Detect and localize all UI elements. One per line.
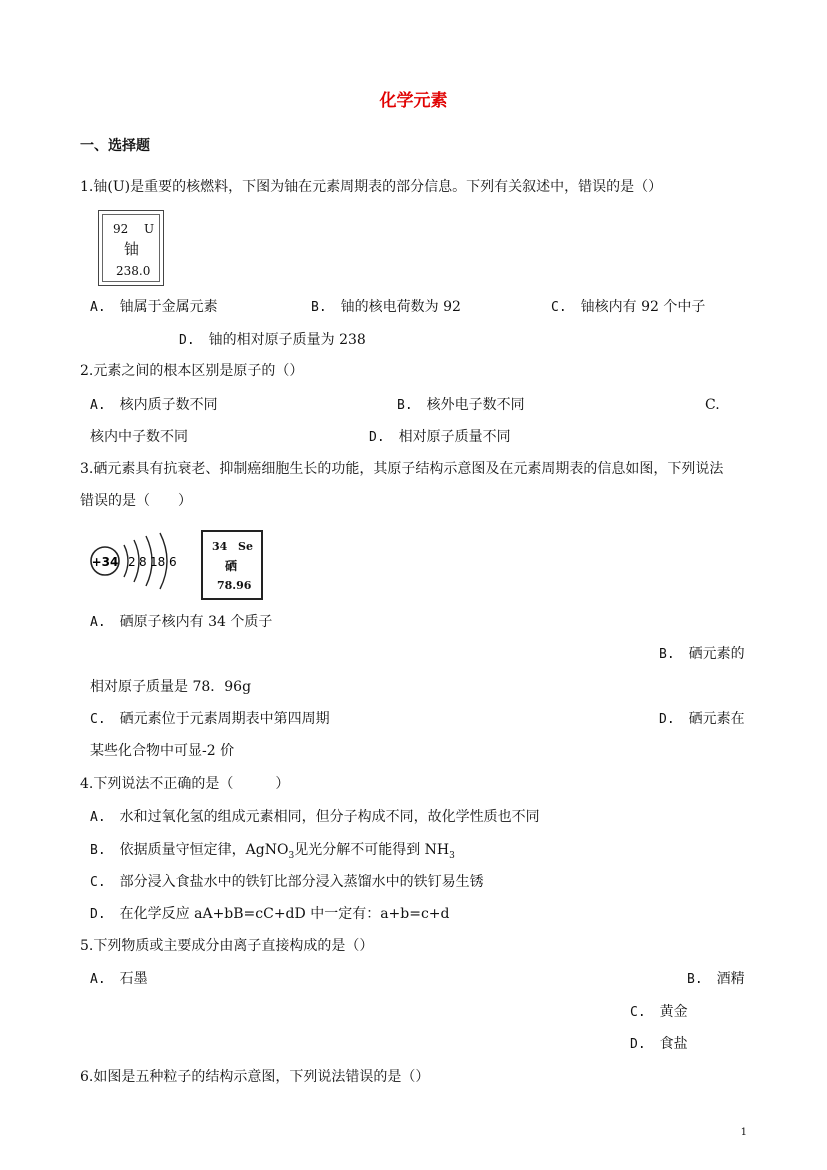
uranium-periodic-cell — [98, 210, 164, 286]
q5-option-c[interactable]: C. 黄金 — [630, 1004, 688, 1020]
page-number: 1 — [740, 1127, 747, 1138]
q2-option-a[interactable]: A. 核内质子数不同 — [90, 397, 218, 413]
selenium-nucleus-charge: +34 — [91, 555, 119, 569]
selenium-symbol: Se — [238, 540, 253, 553]
shell-2-electrons: 8 — [139, 555, 147, 569]
q2-option-b[interactable]: B. 核外电子数不同 — [397, 397, 525, 413]
q5-option-d[interactable]: D. 食盐 — [630, 1036, 688, 1052]
question-6-stem: 6.如图是五种粒子的结构示意图，下列说法错误的是（） — [80, 1069, 430, 1085]
shell-1-electrons: 2 — [128, 555, 136, 569]
q4-option-c[interactable]: C. 部分浸入食盐水中的铁钉比部分浸入蒸馏水中的铁钉易生锈 — [90, 874, 484, 890]
q3-option-c[interactable]: C. 硒元素位于元素周期表中第四周期 — [90, 711, 330, 727]
q4-option-d[interactable]: D. 在化学反应 aA+bB=cC+dD 中一定有：a+b=c+d — [90, 906, 450, 922]
page-title: 化学元素 — [379, 91, 448, 111]
q4-option-b[interactable]: B. 依据质量守恒定律，AgNO$_3$见光分解不可能得到 $NH_3$ — [90, 842, 455, 861]
selenium-atom-structure-diagram — [88, 528, 184, 592]
question-2-stem: 2.元素之间的根本区别是原子的（） — [80, 363, 304, 379]
q1-option-d[interactable]: D. 铀的相对原子质量为 238 — [179, 332, 366, 348]
uranium-name: 铀 — [124, 240, 140, 258]
q1-option-a[interactable]: A. 铀属于金属元素 — [90, 299, 218, 315]
q2-option-c-text: 核内中子数不同 — [90, 429, 188, 445]
selenium-name: 硒 — [225, 559, 238, 573]
q1-option-c[interactable]: C. 铀核内有 92 个中子 — [551, 299, 706, 315]
q4-option-a[interactable]: A. 水和过氧化氢的组成元素相同，但分子构成不同，故化学性质也不同 — [90, 809, 540, 825]
shell-3-electrons: 18 — [150, 555, 166, 569]
q3-option-b-continued: 相对原子质量是 78．96g — [90, 679, 252, 695]
question-3-stem-line2: 错误的是（ ） — [80, 493, 192, 509]
q2-option-d[interactable]: D. 相对原子质量不同 — [369, 429, 511, 445]
question-1-stem: 1.铀(U)是重要的核燃料，下图为铀在元素周期表的部分信息。下列有关叙述中，错误的是（） — [80, 179, 663, 195]
q5-option-a[interactable]: A. 石墨 — [90, 971, 148, 987]
selenium-atomic-number: 34 — [212, 540, 228, 553]
q5-option-b[interactable]: B. 酒精 — [687, 971, 745, 987]
question-5-stem: 5.下列物质或主要成分由离子直接构成的是（） — [80, 938, 374, 954]
q3-option-d-continued: 某些化合物中可显-2 价 — [90, 743, 235, 759]
q2-option-c-label[interactable]: C. — [705, 397, 720, 413]
selenium-mass: 78.96 — [217, 579, 252, 592]
uranium-atomic-number: 92 — [113, 222, 129, 236]
q3-option-a[interactable]: A. 硒原子核内有 34 个质子 — [90, 614, 273, 630]
question-3-stem-line1: 3.硒元素具有抗衰老、抑制癌细胞生长的功能，其原子结构示意图及在元素周期表的信息如图，下列说法 — [80, 461, 724, 477]
question-4-stem: 4.下列说法不正确的是（ ） — [80, 776, 290, 792]
section-heading: 一、选择题 — [80, 138, 150, 154]
q3-option-d[interactable]: D. 硒元素在 — [659, 711, 745, 727]
q1-option-b[interactable]: B. 铀的核电荷数为 92 — [311, 299, 461, 315]
selenium-periodic-cell — [201, 530, 263, 600]
uranium-mass: 238.0 — [116, 264, 151, 278]
uranium-symbol: U — [144, 222, 155, 236]
shell-4-electrons: 6 — [169, 555, 177, 569]
q3-option-b[interactable]: B. 硒元素的 — [659, 646, 745, 662]
